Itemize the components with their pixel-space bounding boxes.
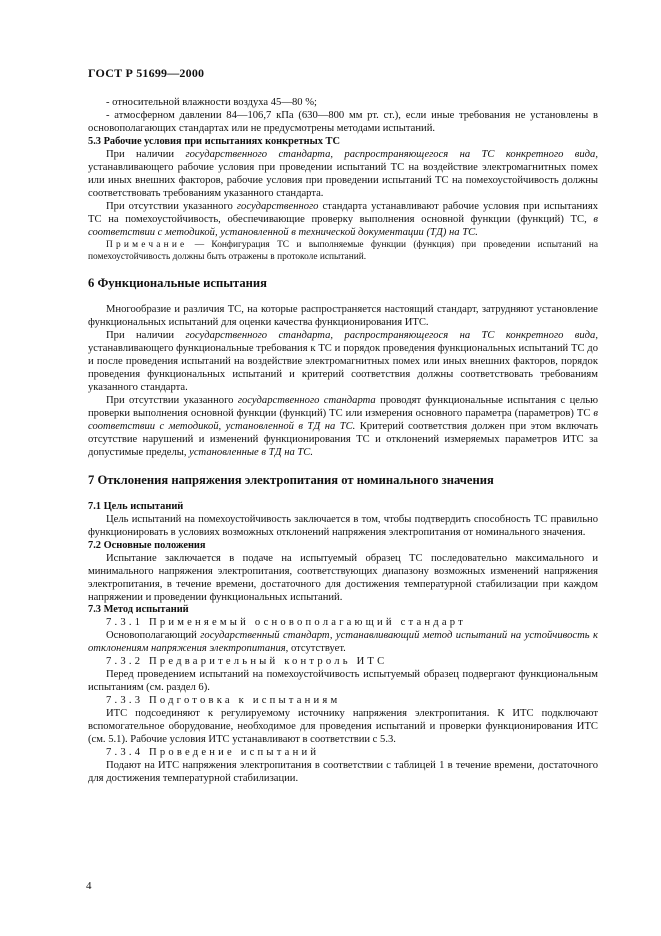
paragraph: ИТС подсоединяют к регулируемому источнику напряжения электропитания. К ИТС подключают вспомогательное оборудование, необходимое для проведения испытаний и проверки функционирования ИТС (см. 5.1). Рабочие условия ИТС устанавливают в соответствии с 5.3. <box>88 708 598 745</box>
paragraph: При наличии государственного стандарта, распространяющегося на ТС конкретного вида, устанавливающего рабочие условия при проведении испытаний ТС на воздействие электромагнитных помех или иных внешних факторов, рабочие условия при проведении испытаний ТС на помехоустойчивость должны соответствовать требованиям указанного стандарта. <box>88 148 598 199</box>
paragraph: Основополагающий государственный стандарт, устанавливающий метод испытаний на устойчивость к отклонениям напряжения электропитания, отсутствует. <box>88 630 598 655</box>
paragraph: При наличии государственного стандарта, распространяющегося на ТС конкретного вида, устанавливающего функциональные требования к ТС и порядок проведения функциональных испытаний ТС до и после проведения испытаний на воздействие электромагнитных помех или иных внешних факторов, порядок проведения функциональных испытаний и критерий соответствия должны соответствовать требованиям указанного стандарта. <box>88 330 598 394</box>
clause-heading: 7.3.2 Предварительный контроль ИТС <box>106 656 388 668</box>
subsection-heading: 7.3 Метод испытаний <box>88 604 189 616</box>
clause-heading: 7.3.3 Подготовка к испытаниям <box>106 695 341 707</box>
clause-heading: 7.3.1 Применяемый основополагающий стандарт <box>106 617 466 629</box>
document-header: ГОСТ Р 51699—2000 <box>88 66 205 80</box>
note: Примечание — Конфигурация ТС и выполняемые функции (функция) при проведении испытаний на помехоустойчивость должны быть отражены в протоколе испытаний. <box>88 240 598 263</box>
section-heading: 6 Функциональные испытания <box>88 276 267 291</box>
paragraph: Цель испытаний на помехоустойчивость заключается в том, чтобы подтвердить способность ТС правильно функционировать в условиях возможных отклонений напряжения электропитания от номинального значения. <box>88 513 598 538</box>
document-body <box>88 97 598 786</box>
paragraph: Испытание заключается в подаче на испытуемый образец ТС последовательно максимального и минимального напряжения электропитания, соответствующих диапазону возможных изменений напряжения электропитания, в течение времени, достаточного для достижения температурной стабилизации при каждом напряжении и проведении функциональных испытаний. <box>88 552 598 603</box>
paragraph: При отсутствии указанного государственного стандарта проводят функциональные испытания с целью проверки выполнения основной функции (функций) ТС или измерения основного параметра (параметров) ТС в соответствии с методикой, установленной в ТД на ТС. Критерий соответствия должен при этом включать отсутствие нарушений и изменений функционирования ТС и отклонений измеряемых параметров ИТС за допустимые пределы, установленные в ТД на ТС. <box>88 395 598 458</box>
paragraph: При отсутствии указанного государственного стандарта устанавливают рабочие условия при испытаниях ТС на помехоустойчивость, обеспечивающие проверку выполнения основной функции (функций) ТС, в соответствии с методикой, установленной в технической документации (ТД) на ТС. <box>88 200 598 238</box>
paragraph: Подают на ИТС напряжения электропитания в соответствии с таблицей 1 в течение времени, достаточного для достижения температурной стабилизации. <box>88 759 598 784</box>
subsection-heading: 7.1 Цель испытаний <box>88 500 184 512</box>
paragraph: Перед проведением испытаний на помехоустойчивость испытуемый образец подвергают функциональным испытаниям (см. раздел 6). <box>88 669 598 694</box>
subsection-heading: 5.3 Рабочие условия при испытаниях конкретных ТС <box>88 135 340 147</box>
paragraph: - атмосферном давлении 84—106,7 кПа (630—800 мм рт. ст.), если иные требования не установлены в основополагающих стандартах или не предусмотрены методами испытаний. <box>88 109 598 134</box>
clause-heading: 7.3.4 Проведение испытаний <box>106 746 320 758</box>
page-number: 4 <box>86 880 92 892</box>
section-heading: 7 Отклонения напряжения электропитания от номинального значения <box>88 472 494 487</box>
subsection-heading: 7.2 Основные положения <box>88 539 206 551</box>
paragraph: - относительной влажности воздуха 45—80 %; <box>106 97 317 108</box>
paragraph: Многообразие и различия ТС, на которые распространяется настоящий стандарт, затрудняют установление функциональных испытаний для оценки качества функционирования ИТС. <box>88 304 598 329</box>
